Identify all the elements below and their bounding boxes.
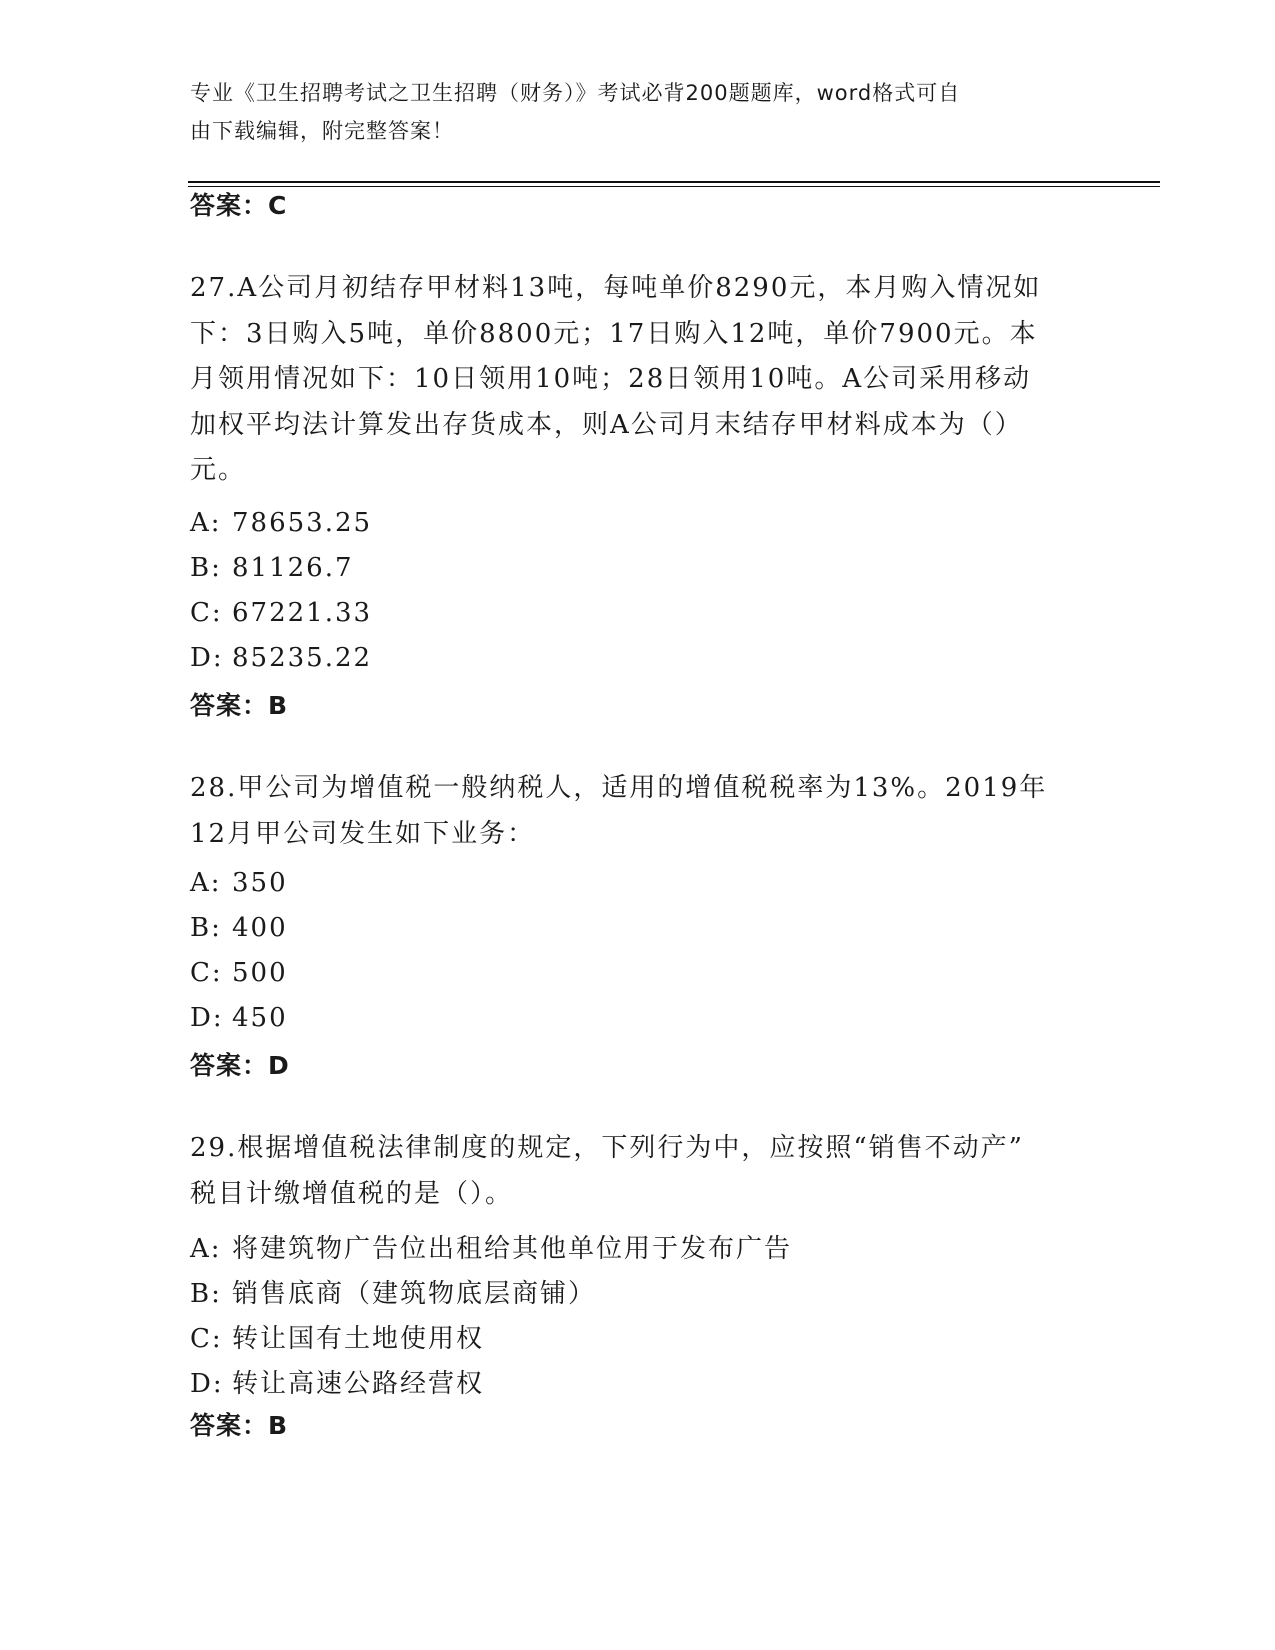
question-28-answer: 答案：D: [190, 1051, 290, 1080]
question-27-option-b: B: 81126.7: [190, 553, 354, 583]
question-line: 税目计缴增值税的是（）。: [190, 1178, 514, 1209]
header-line-2: 由下载编辑，附完整答案！: [190, 119, 454, 143]
question-line: 下：3日购入5吨，单价8800元；17日购入12吨，单价7900元。本: [190, 318, 1038, 349]
question-27-option-c: C: 67221.33: [190, 598, 373, 628]
question-29-option-d: D: 转让高速公路经营权: [190, 1369, 485, 1399]
question-28-option-b: B: 400: [190, 913, 288, 943]
question-28-option-a: A: 350: [190, 868, 288, 898]
header-line-1: 专业《卫生招聘考试之卫生招聘（财务）》考试必背200题题库，word格式可自: [190, 81, 961, 105]
question-29-option-c: C: 转让国有土地使用权: [190, 1324, 485, 1354]
question-line: 加权平均法计算发出存货成本，则A公司月末结存甲材料成本为（）: [190, 409, 1023, 440]
question-line: 月领用情况如下：10日领用10吨；28日领用10吨。A公司采用移动: [190, 364, 1032, 394]
header-divider-thin: [188, 186, 1160, 187]
question-28-option-d: D: 450: [190, 1003, 288, 1033]
question-27-answer: 答案：B: [190, 691, 289, 720]
question-28-option-c: C: 500: [190, 958, 288, 988]
question-27-option-d: D: 85235.22: [190, 643, 373, 673]
question-line: 27.A公司月初结存甲材料13吨，每吨单价8290元，本月购入情况如: [190, 273, 1042, 303]
question-29-answer: 答案：B: [190, 1411, 289, 1440]
question-29-option-a: A: 将建筑物广告位出租给其他单位用于发布广告: [190, 1234, 793, 1264]
question-line: 元。: [190, 455, 247, 485]
question-line: 28.甲公司为增值税一般纳税人，适用的增值税税率为13%。2019年: [190, 773, 1048, 803]
question-28-text: [190, 766, 1090, 857]
question-29-text: [190, 1126, 1090, 1217]
question-29-option-b: B: 销售底商（建筑物底层商铺）: [190, 1279, 597, 1309]
question-line: 12月甲公司发生如下业务：: [190, 818, 536, 849]
header-divider: [188, 181, 1160, 183]
question-27-text: [190, 266, 1090, 494]
previous-answer: 答案：C: [190, 191, 288, 220]
question-line: 29.根据增值税法律制度的规定，下列行为中，应按照“销售不动产”: [190, 1133, 1024, 1163]
document-header: [190, 74, 1090, 150]
question-27-option-a: A: 78653.25: [190, 508, 373, 538]
